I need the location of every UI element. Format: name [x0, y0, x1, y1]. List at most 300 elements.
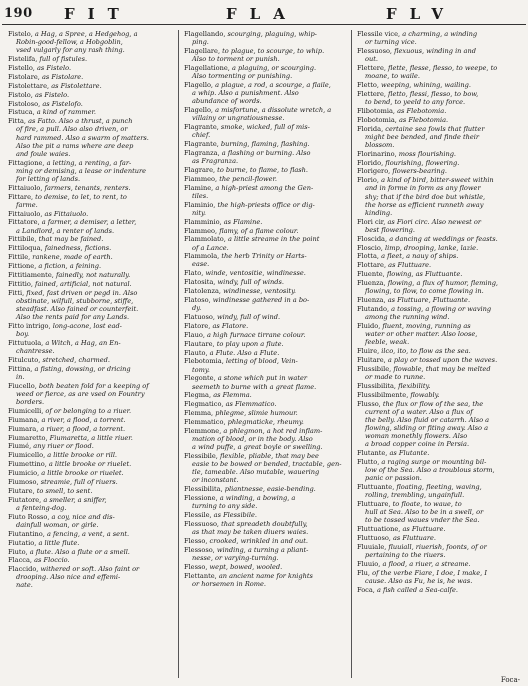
entry-headline: Flagello, a misfortune, a dissolute wretch, a [184, 106, 332, 115]
entry-headline: Flemmone, a phlegmon, a hot red inflam- [184, 427, 323, 436]
dictionary-entry [8, 339, 170, 355]
entry-continuation: feeble, weak. [365, 338, 410, 347]
dictionary-entry [8, 530, 170, 538]
entry-continuation: a wind puffe, a great boyle or swelling. [192, 443, 323, 452]
dictionary-entry [8, 460, 170, 468]
dictionary-entry [184, 296, 346, 312]
entry-continuation: rolling, trembling, ungainfull. [365, 490, 465, 499]
running-headword-1: FIT [64, 5, 132, 23]
entry-headline: Fiutatore, a smeller, a sniffer, [8, 495, 107, 504]
column-divider [351, 30, 352, 678]
entry-continuation: or horsemen in Rome. [192, 579, 267, 588]
entry-headline: Flauo, a high furnace tirrane colour. [184, 330, 306, 339]
dictionary-entry [184, 269, 346, 277]
dictionary-entry [357, 244, 519, 252]
entry-continuation: and foule waies. [16, 149, 71, 158]
entry-continuation: chief. [192, 131, 211, 140]
dictionary-entry [357, 586, 519, 594]
entry-headline: Flutando, a tossing, a flowing or waving [357, 304, 492, 313]
entry-continuation: water or other matter. Also loose, [365, 330, 478, 339]
entry-continuation: tiles. [192, 191, 209, 200]
dictionary-entry [8, 159, 170, 183]
entry-continuation: Robin-good-fellow, a Hobgoblin, [16, 38, 123, 47]
entry-continuation: seemeth to burne with a great flame. [192, 382, 317, 391]
entry-continuation: moane, to waile. [365, 72, 421, 81]
dictionary-entry [184, 563, 346, 571]
dictionary-entry [357, 322, 519, 346]
entry-continuation: boy. [16, 330, 30, 339]
entry-headline: Fitta, as Fatto. Also a thrust, a punch [8, 117, 133, 126]
entry-continuation: in. [16, 372, 25, 381]
entry-headline: Flauto, a Flute. Also a Flute. [184, 348, 280, 357]
dictionary-entry [8, 193, 170, 209]
entry-headline: Flaccido, withered or soft. Also faint or [8, 565, 140, 574]
entry-headline: Fitti, fixed, fast driven or pegd in. Also [8, 288, 138, 297]
dictionary-entry [8, 539, 170, 547]
entry-headline: Flussibilmente, flowably. [357, 390, 440, 399]
entry-continuation: a fenteing-dog. [16, 503, 67, 512]
entry-continuation: for letting of lands. [16, 174, 81, 183]
entry-continuation: Also tormenting or punishing. [192, 72, 293, 81]
entry-continuation: the horse as efficient runneth away [365, 200, 484, 209]
dictionary-entry [357, 176, 519, 216]
dictionary-entry [8, 262, 170, 270]
entry-continuation: panic or passion. [365, 473, 422, 482]
dictionary-entry [357, 81, 519, 89]
entry-headline: Floscida, a dancing at weddings or feasts. [357, 234, 498, 243]
dictionary-entry [8, 30, 170, 54]
entry-continuation: kinding. [365, 208, 393, 217]
entry-headline: Flagranza, a flashing or burning. Also [184, 148, 311, 157]
dictionary-entry [184, 64, 346, 80]
entry-headline: Fiutantino, a fencing, a vent, a sent. [8, 529, 130, 538]
entry-headline: Florida, certaine sea fowls that flutter [357, 124, 485, 133]
entry-headline: Fittitiamente, fainedly, not naturally. [8, 270, 131, 279]
dictionary-entry [8, 565, 170, 589]
dictionary-entry [8, 365, 170, 381]
entry-headline: Fittaiuolo, farmers, tenants, renters. [8, 183, 131, 192]
entry-headline: Flamine, a high-priest among the Gen- [184, 183, 314, 192]
entry-continuation: nate. [16, 581, 33, 590]
entry-headline: Flutante, as Flutante. [357, 448, 430, 457]
dictionary-entry [357, 64, 519, 80]
dictionary-entry [357, 167, 519, 175]
catchword: Foca- [500, 676, 520, 684]
entry-headline: Fiumara, a riuer, a flood, a torrent. [8, 424, 126, 433]
entry-headline: Florido, flourishing, flowering. [357, 158, 460, 167]
entry-headline: Fletto, weeping, whining, wailing. [357, 80, 471, 89]
dictionary-entry [8, 407, 170, 415]
entry-headline: Fluuiale, fluuiall, riuerish, foonts, of or [357, 542, 487, 551]
entry-continuation: chantresse. [16, 347, 55, 355]
entry-headline: Flammolato, a little streame in the point [184, 235, 320, 244]
entry-continuation: or made to runne. [365, 372, 426, 381]
entry-headline: Flibotomia, as Flebotomia. [357, 106, 447, 115]
dictionary-entry [184, 123, 346, 139]
running-headword-2: FLA [226, 5, 298, 23]
entry-continuation: nity. [192, 208, 206, 217]
entry-headline: Flamminio, as Flamine. [184, 217, 263, 226]
page-header [0, 0, 528, 26]
entry-continuation: a whip. Also a punishment. Also [192, 89, 299, 98]
dictionary-entry [8, 548, 170, 556]
entry-continuation: mation of blood, or in the body. Also [192, 435, 313, 444]
entry-headline: Fittione, a fiction, a feining. [8, 262, 102, 271]
dictionary-entry [357, 560, 519, 568]
column-2 [184, 30, 346, 678]
entry-continuation: turning to any side. [192, 502, 258, 511]
dictionary-entry [184, 418, 346, 426]
entry-headline: Flegonte, a stone which put in water [184, 374, 308, 383]
entry-headline: Flagrare, to burne, to flame, to flash. [184, 165, 309, 174]
entry-headline: Flu, of the verbe Fiare, I doe, I make, I [357, 568, 487, 577]
dictionary-entry [8, 184, 170, 192]
entry-headline: Flessione, a winding, a bowing, a [184, 494, 296, 503]
dictionary-entry [357, 150, 519, 158]
entry-headline: Flussibilita, flexibility. [357, 381, 431, 390]
entry-headline: Flessibile, flexible, pliable, that may bee [184, 452, 319, 461]
entry-headline: Flori cir, as Fiori circ. Also newest or [357, 217, 481, 226]
entry-continuation: obstinate, wilfull, stubborne, stiffe, [16, 296, 134, 305]
dictionary-entry [184, 322, 346, 330]
entry-headline: Flatosita, windy, full of winds. [184, 278, 284, 287]
dictionary-entry [184, 81, 346, 105]
entry-headline: Fluire, ilco, ito, to flow as the sea. [357, 347, 471, 355]
entry-headline: Fittile, rankene, made of earth. [8, 253, 113, 262]
dictionary-entry [8, 108, 170, 116]
entry-headline: Flessuoso, flexuous, winding in and [357, 46, 476, 55]
dictionary-entry [357, 279, 519, 295]
entry-headline: Flegma, as Flemma. [184, 391, 252, 400]
dictionary-entry [184, 149, 346, 165]
dictionary-entry [184, 175, 346, 183]
entry-headline: Fistelifa, full of fistules. [8, 55, 88, 64]
entry-continuation: flowing, to flow, to come flowing in. [365, 287, 484, 296]
entry-headline: Fiumicelli, of or belonging to a riuer. [8, 406, 132, 415]
dictionary-entry [184, 409, 346, 417]
entry-continuation: a Landlord, a renter of lands. [16, 226, 115, 235]
dictionary-entry [184, 106, 346, 122]
dictionary-entry [8, 478, 170, 486]
dictionary-entry [8, 469, 170, 477]
dictionary-entry [184, 340, 346, 348]
dictionary-entry [8, 487, 170, 495]
entry-headline: Fluenza, flowing, a flux of humor, fleming, [357, 279, 499, 288]
entry-headline: Fistolare, as Fistolare. [8, 72, 84, 81]
running-headword-3: FLV [386, 5, 457, 23]
entry-headline: Floscio, limp, drooping, lanke, lazie. [357, 243, 479, 252]
dictionary-entry [184, 427, 346, 451]
entry-continuation: dy. [192, 304, 202, 313]
dictionary-entry [8, 244, 170, 252]
entry-headline: Fitulcuto, stretched, charmed. [8, 355, 110, 364]
entry-headline: Fiuto Rosso, a coy, nice and dis- [8, 512, 115, 521]
entry-headline: Flettere, flette, flesse, flesso, to weepe, to [357, 63, 498, 72]
entry-headline: Fittibile, that may be fained. [8, 235, 104, 244]
entry-headline: Flotta, a fleet, a nauy of ships. [357, 252, 459, 261]
entry-continuation: best flowering. [365, 225, 415, 234]
entry-continuation: shy; that if the bird doe but whistle, [365, 192, 486, 201]
entry-continuation: among the running wind. [365, 313, 450, 322]
entry-continuation: hard rammed. Also a swarm of matters. [16, 133, 149, 142]
dictionary-entry [8, 210, 170, 218]
dictionary-entry [184, 166, 346, 174]
entry-headline: Fluttuatione, as Fluttuare. [357, 524, 446, 533]
entry-continuation: ping. [192, 38, 209, 47]
entry-headline: Flemmatico, phlegmaticke, rheumy. [184, 418, 304, 427]
dictionary-entry [357, 218, 519, 234]
dictionary-entry [184, 227, 346, 235]
dictionary-entry [357, 30, 519, 46]
entry-continuation: farme. [16, 200, 38, 209]
entry-headline: Flatore, as Flatore. [184, 321, 249, 330]
dictionary-entry [357, 391, 519, 399]
dictionary-entry [184, 30, 346, 46]
dictionary-entry [357, 47, 519, 63]
dictionary-entry [8, 73, 170, 81]
dictionary-entry [184, 287, 346, 295]
entry-continuation: current of a water. Also a flux of [365, 407, 473, 416]
entry-headline: Florinarino, moss flourishing. [357, 149, 457, 158]
entry-headline: Fiuto, a flute. Also a flute or a smell. [8, 547, 130, 556]
dictionary-entry [357, 305, 519, 321]
entry-continuation: ease. [192, 260, 210, 269]
entry-headline: Fiutatio, a little flute. [8, 538, 80, 547]
dictionary-entry [184, 374, 346, 390]
entry-headline: Florio, a kind of bird, bitter-sweet within [357, 176, 494, 185]
entry-continuation: easie to be bowed or bended, tractable, gen- [192, 460, 342, 469]
dictionary-entry [184, 485, 346, 493]
entry-headline: Fistelo, a Hag, a Spree, a Hedgehog, a [8, 30, 138, 38]
entry-headline: Flessile vice, a charming, a winding [357, 30, 478, 38]
entry-continuation: of a Lance. [192, 243, 229, 252]
entry-headline: Fittiloqua, fainedness, fictions. [8, 244, 112, 253]
column-3 [357, 30, 519, 678]
dictionary-entry [184, 349, 346, 357]
entry-headline: Fittagione, a letting, a renting, a far- [8, 158, 132, 167]
entry-continuation: flowing, sliding or fiting away. Also a [365, 423, 489, 432]
dictionary-entry [184, 201, 346, 217]
entry-continuation: the belly. Also fluid or catarrh. Also a [365, 415, 490, 424]
header-rule [2, 24, 526, 25]
entry-headline: Flagellatione, a plaguing, or scourging. [184, 63, 317, 72]
dictionary-entry [8, 235, 170, 243]
entry-headline: Flutto, a raging surge or mounting bil- [357, 457, 487, 466]
dictionary-entry [184, 252, 346, 268]
entry-continuation: abundance of words. [192, 97, 262, 106]
entry-continuation: to be tossed waues vnder the Sea. [365, 516, 480, 525]
column-divider [178, 30, 179, 678]
dictionary-entry [184, 313, 346, 321]
entry-continuation: tle, tameable. Also mutable, wauering [192, 468, 320, 477]
entry-headline: Fiumé, any riuer or flood. [8, 442, 94, 451]
entry-headline: Fiumettino, a little brooke or riuelet. [8, 460, 132, 469]
entry-headline: Flesso, crooked, wrinkled in and out. [184, 537, 308, 546]
entry-continuation: steadfast. Also fained or counterfeit. [16, 304, 139, 313]
entry-headline: Flegmatico, as Flemmatico. [184, 400, 277, 409]
entry-headline: Flessile, as Flessibile. [184, 511, 257, 520]
entry-continuation: nesse, or varying-turning. [192, 554, 279, 562]
dictionary-entry [184, 47, 346, 63]
entry-headline: Fittatore, a farmer, a demiser, a letter, [8, 218, 137, 227]
dictionary-entry [184, 494, 346, 510]
entry-headline: Fiumicio, a little brooke or riuelet. [8, 469, 124, 478]
entry-continuation: hull at Sea. Also to be in a swell, or [365, 507, 484, 516]
entry-continuation: tomy. [192, 365, 210, 374]
dictionary-entry [8, 442, 170, 450]
entry-headline: Fistolo, as Fistelo. [8, 90, 70, 99]
entry-headline: Foca, a fish called a Sea-calfe. [357, 585, 458, 594]
entry-headline: Flessibilita, pliantnesse, easie-bending. [184, 485, 316, 494]
entry-continuation: or inconstant. [192, 476, 239, 485]
dictionary-entry [357, 400, 519, 449]
dictionary-entry [357, 569, 519, 585]
entry-continuation: as Fragranza. [192, 156, 239, 165]
entry-headline: Fluenza, as Fluttuare, Fluttuante. [357, 296, 471, 305]
entry-headline: Fittutuola, a Witch, a Hag, an En- [8, 338, 121, 347]
dictionary-entry [8, 91, 170, 99]
entry-headline: Fluitare, a play or tossed upon the waves. [357, 355, 498, 364]
dictionary-entry [8, 322, 170, 338]
dictionary-entry [184, 391, 346, 399]
entry-headline: Flottare, as Fluttuare. [357, 261, 432, 270]
entry-continuation: blossom. [365, 140, 395, 149]
entry-headline: Flato, winde, ventositie, windinesse. [184, 269, 306, 278]
entry-continuation: Also the pit a rams where are deep [16, 141, 134, 150]
dictionary-entry [357, 365, 519, 381]
dictionary-entry [8, 289, 170, 321]
entry-headline: Fiumaretto, Fiumaretta, a little riuer. [8, 433, 133, 442]
dictionary-entry [8, 451, 170, 459]
entry-continuation: pertaining to the riuers. [365, 550, 446, 559]
entry-headline: Flussibile, flowable, that may be melted [357, 364, 491, 373]
entry-continuation: to bend, to yeeld to any force. [365, 97, 466, 106]
dictionary-entry [8, 425, 170, 433]
dictionary-entry [357, 261, 519, 269]
entry-continuation: dainfull woman, or girle. [16, 520, 99, 529]
entry-headline: Flaminio, the high-priests office or dig- [184, 200, 315, 209]
dictionary-entry [357, 159, 519, 167]
entry-headline: Fittaiuolo, as Fittaiuolo. [8, 209, 89, 218]
dictionary-entry [357, 235, 519, 243]
entry-headline: Fistuca, a kind of rammer. [8, 108, 96, 117]
entry-headline: Fiucello, both beaten fold for a keeping of [8, 381, 149, 390]
dictionary-entry [357, 534, 519, 542]
entry-headline: Flatolenza, windinesse, ventosity. [184, 287, 297, 296]
entry-headline: Flagrante, smoke, wicked, full of mis- [184, 123, 310, 132]
entry-continuation: Also the rents paid for any Lands. [16, 313, 130, 322]
dictionary-entry [184, 452, 346, 484]
entry-headline: Flautare, to play upon a flute. [184, 339, 284, 348]
entry-headline: Fitto intrigo, long-acone, lost ead- [8, 321, 122, 330]
dictionary-entry [184, 140, 346, 148]
dictionary-entry [357, 356, 519, 364]
dictionary-entry [357, 107, 519, 115]
dictionary-entry [357, 347, 519, 355]
dictionary-entry [8, 382, 170, 406]
dictionary-entry [184, 184, 346, 200]
dictionary-entry [8, 117, 170, 157]
entry-headline: Fluttuare, to floate, to waue, to [357, 499, 462, 508]
entry-headline: Flusso, the flux or flow of the sea, the [357, 399, 484, 408]
dictionary-entry [357, 500, 519, 524]
dictionary-entry [357, 296, 519, 304]
entry-continuation: cause. Also as Fu, he is, he was. [365, 576, 473, 585]
entry-continuation: or turning vice. [365, 38, 417, 47]
dictionary-entry [184, 278, 346, 286]
entry-headline: Fittitio, fained, artificial, not natural. [8, 279, 132, 288]
dictionary-entry [8, 100, 170, 108]
dictionary-entry [184, 520, 346, 536]
entry-continuation: of fire, a pull. Also also driven, or [16, 125, 128, 134]
entry-headline: Flettere, fletto, flessi, flesso, to bow, [357, 89, 479, 98]
entry-headline: Flatoso, windinesse gathered in a bo- [184, 296, 310, 305]
entry-headline: Flacca, as Floccio. [8, 556, 70, 565]
entry-headline: Flessuoso, that spreadeth doubtfully, [184, 520, 308, 529]
entry-continuation: and in forme in form as any flower [365, 184, 481, 193]
dictionary-entry [357, 125, 519, 149]
dictionary-entry [357, 90, 519, 106]
dictionary-entry [357, 449, 519, 457]
entry-headline: Flammola, the herb Trinity or Harts- [184, 252, 307, 261]
dictionary-entry [184, 357, 346, 373]
dictionary-entry [357, 525, 519, 533]
dictionary-entry [8, 271, 170, 279]
entry-continuation: out. [365, 55, 378, 64]
dictionary-entry [8, 416, 170, 424]
dictionary-entry [184, 537, 346, 545]
dictionary-entry [357, 116, 519, 124]
entry-headline: Fittina, a fisting, dowsing, or dricing [8, 364, 131, 373]
dictionary-entry [184, 400, 346, 408]
entry-headline: Fiumoso, streamie, full of riuers. [8, 477, 118, 486]
entry-headline: Flobotomia, as Flebotomia. [357, 115, 449, 124]
dictionary-entry [357, 252, 519, 260]
dictionary-entry [357, 382, 519, 390]
dictionary-entry [184, 546, 346, 562]
entry-continuation: a broad copper coine in Persia. [365, 440, 470, 449]
dictionary-entry [8, 496, 170, 512]
entry-continuation: vsed vulgarly for any rash thing. [16, 46, 125, 55]
page-number: 190 [4, 6, 33, 21]
dictionary-entry [8, 356, 170, 364]
entry-continuation: woman monethly flowers. Also [365, 431, 468, 440]
entry-continuation: villainy or ungratiousnesse. [192, 114, 285, 123]
entry-headline: Fittare, to demise, to let, to rent, to [8, 192, 127, 201]
dictionary-entry [8, 55, 170, 63]
entry-headline: Fluente, flowing, as Fluttuante. [357, 270, 463, 279]
entry-headline: Flettante, an ancient name for knights [184, 571, 313, 580]
entry-headline: Flagellando, scourging, plaguing, whip- [184, 30, 317, 38]
dictionary-entry [8, 434, 170, 442]
entry-headline: Fluttuoso, as Fluttuare. [357, 533, 436, 542]
entry-continuation: might bee bended, and finde their [365, 132, 480, 141]
dictionary-entry [184, 331, 346, 339]
entry-headline: Fluttuante, floating, fleeting, waving, [357, 482, 482, 491]
dictionary-entry [357, 543, 519, 559]
column-1 [8, 30, 170, 678]
dictionary-entry [357, 270, 519, 278]
entry-headline: Fistoloso, as Fistelofo. [8, 99, 83, 108]
dictionary-entry [8, 64, 170, 72]
entry-continuation: Also to torment or punish. [192, 55, 280, 64]
entry-headline: Florigero, flowers-bearing. [357, 167, 447, 176]
entry-headline: Fiumana, a river, a flood, a torrent. [8, 415, 126, 424]
entry-continuation: borders. [16, 397, 45, 406]
entry-continuation: weed or fierce, as are vsed on Fountry [16, 389, 145, 398]
dictionary-entry [8, 513, 170, 529]
entry-headline: Fiammeo, the pencil-flower. [184, 174, 278, 183]
